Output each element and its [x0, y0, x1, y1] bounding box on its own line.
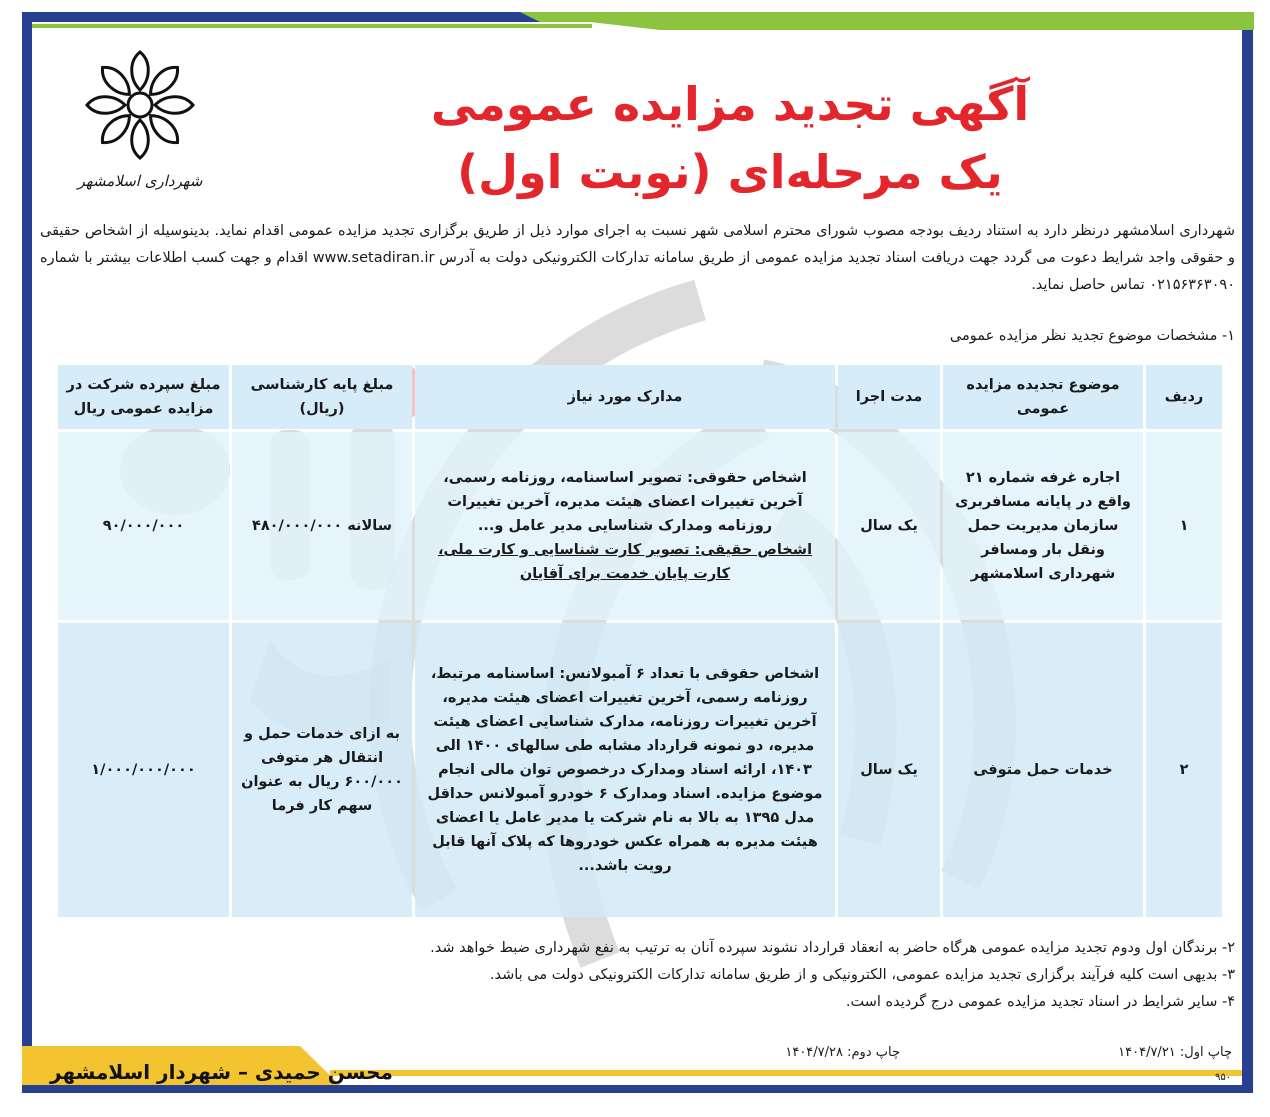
- title-line-1: آگهی تجدید مزایده عمومی: [430, 77, 1030, 131]
- note-item: ۳- بدیهی است کلیه فرآیند برگزاری تجدید مزایده عمومی، الکترونیکی و از طریق سامانه تدارکات الکترونیکی دولت می باشد.: [489, 967, 1235, 983]
- table-header-row: [58, 365, 1222, 429]
- cell-duration: یک سال: [838, 623, 940, 917]
- col-header-base-price: مبلغ پایه کارشناسی (ریال): [232, 365, 412, 429]
- frame-left-border: [22, 12, 32, 1092]
- col-header-duration: مدت اجرا: [838, 365, 940, 429]
- documents-natural: اشخاص حقیقی: تصویر کارت شناسایی و کارت ملی، کارت پایان خدمت برای آقایان: [437, 542, 813, 582]
- section-heading: ۱- مشخصات موضوع تجدید نظر مزایده عمومی: [949, 328, 1235, 344]
- intro-paragraph: شهرداری اسلامشهر درنظر دارد به استناد ردیف بودجه مصوب شورای محترم اسلامی شهر نسبت به اجرای موارد ذیل از طریق برگزاری تجدید مزایده عمومی اقدام نماید. بدینوسیله از اشخاص حقیقی و حقوقی واجد شرایط دعوت می گردد جهت دریافت اسناد تجدید مزایده عمومی از طریق سامانه تدارکات الکترونیکی دولت به آدرس www.setadiran.ir اقدام و جهت کسب اطلاعات بیشتر با شماره ۰۲۱۵۶۳۶۳۰۹۰ تماس حاصل نماید.: [40, 223, 1235, 293]
- note-item: ۲- برندگان اول ودوم تجدید مزایده عمومی هرگاه حاضر به انعقاد قرارداد نشوند سپرده آنان به ترتیب به نفع شهرداری ضبط خواهد شد.: [430, 940, 1235, 956]
- first-print-date: چاپ اول: ۱۴۰۴/۷/۲۱: [1118, 1045, 1232, 1060]
- frame-right-border: [1242, 30, 1253, 1092]
- ad-code: ۹۵۰: [1215, 1072, 1232, 1083]
- documents-legal: اشخاص حقوقی: تصویر اساسنامه، روزنامه رسمی، آخرین تغییرات اعضای هیئت مدیره، آخرین تغییرات روزنامه ومدارک شناسایی مدیر عامل و...: [443, 470, 807, 534]
- mayor-signature: محسن حمیدی – شهردار اسلامشهر: [50, 1060, 393, 1084]
- frame-top-green-band: [0, 0, 1270, 40]
- table-row: [58, 623, 1222, 917]
- col-header-row-no: ردیف: [1146, 365, 1222, 429]
- table-row: [58, 432, 1222, 620]
- col-header-deposit: مبلغ سپرده شرکت در مزایده عمومی ریال: [58, 365, 229, 429]
- second-print-date: چاپ دوم: ۱۴۰۴/۷/۲۸: [785, 1045, 900, 1060]
- cell-base-price: به ازای خدمات حمل و انتقال هر متوفی ۶۰۰/۰۰۰ ریال به عنوان سهم کار فرما: [232, 623, 412, 917]
- note-item: ۴- سایر شرایط در اسناد تجدید مزایده عمومی درج گردیده است.: [845, 994, 1235, 1010]
- col-header-subject: موضوع تجدیده مزایده عمومی: [943, 365, 1143, 429]
- cell-subject: خدمات حمل متوفی: [943, 623, 1143, 917]
- title-line-2: یک مرحله‌ای (نوبت اول): [457, 145, 1003, 199]
- cell-row-no: ۲: [1146, 623, 1222, 917]
- cell-deposit: ۹۰/۰۰۰/۰۰۰: [58, 432, 229, 620]
- page-title: [420, 70, 1040, 206]
- cell-subject: اجاره غرفه شماره ۲۱ واقع در پایانه مسافربری سازمان مدیریت حمل ونقل بار ومسافر شهرداری اسلامشهر: [943, 432, 1143, 620]
- cell-base-price: سالانه ۴۸۰/۰۰۰/۰۰۰: [232, 432, 412, 620]
- cell-duration: یک سال: [838, 432, 940, 620]
- notes-list: [40, 935, 1235, 1016]
- cell-documents: [415, 623, 835, 917]
- cell-row-no: ۱: [1146, 432, 1222, 620]
- cell-documents: [415, 432, 835, 620]
- col-header-documents: مدارک مورد نیاز: [415, 365, 835, 429]
- auction-table: [55, 362, 1225, 920]
- frame-bottom-accent: [330, 1070, 1242, 1076]
- documents-legal: اشخاص حقوقی با تعداد ۶ آمبولانس: اساسنامه مرتبط، روزنامه رسمی، آخرین تغییرات اعضای هیئت مدیره، آخرین تغییرات روزنامه، مدارک شناسایی اعضای هیئت مدیره، دو نمونه قرارداد مشابه طی سالهای ۱۴۰۰ الی ۱۴۰۳، ارائه اسناد ومدارک درخصوص توان مالی انجام موضوع مزایده. اسناد ومدارک ۶ خودرو آمبولانس حداقل مدل ۱۳۹۵ به بالا به نام شرکت یا مدیر عامل یا اعضای هیئت مدیره به همراه عکس خودروها که پلاک آنها قابل رویت باشد...: [427, 666, 823, 874]
- cell-deposit: ۱/۰۰۰/۰۰۰/۰۰۰: [58, 623, 229, 917]
- logo-caption: شهرداری اسلامشهر: [77, 172, 203, 190]
